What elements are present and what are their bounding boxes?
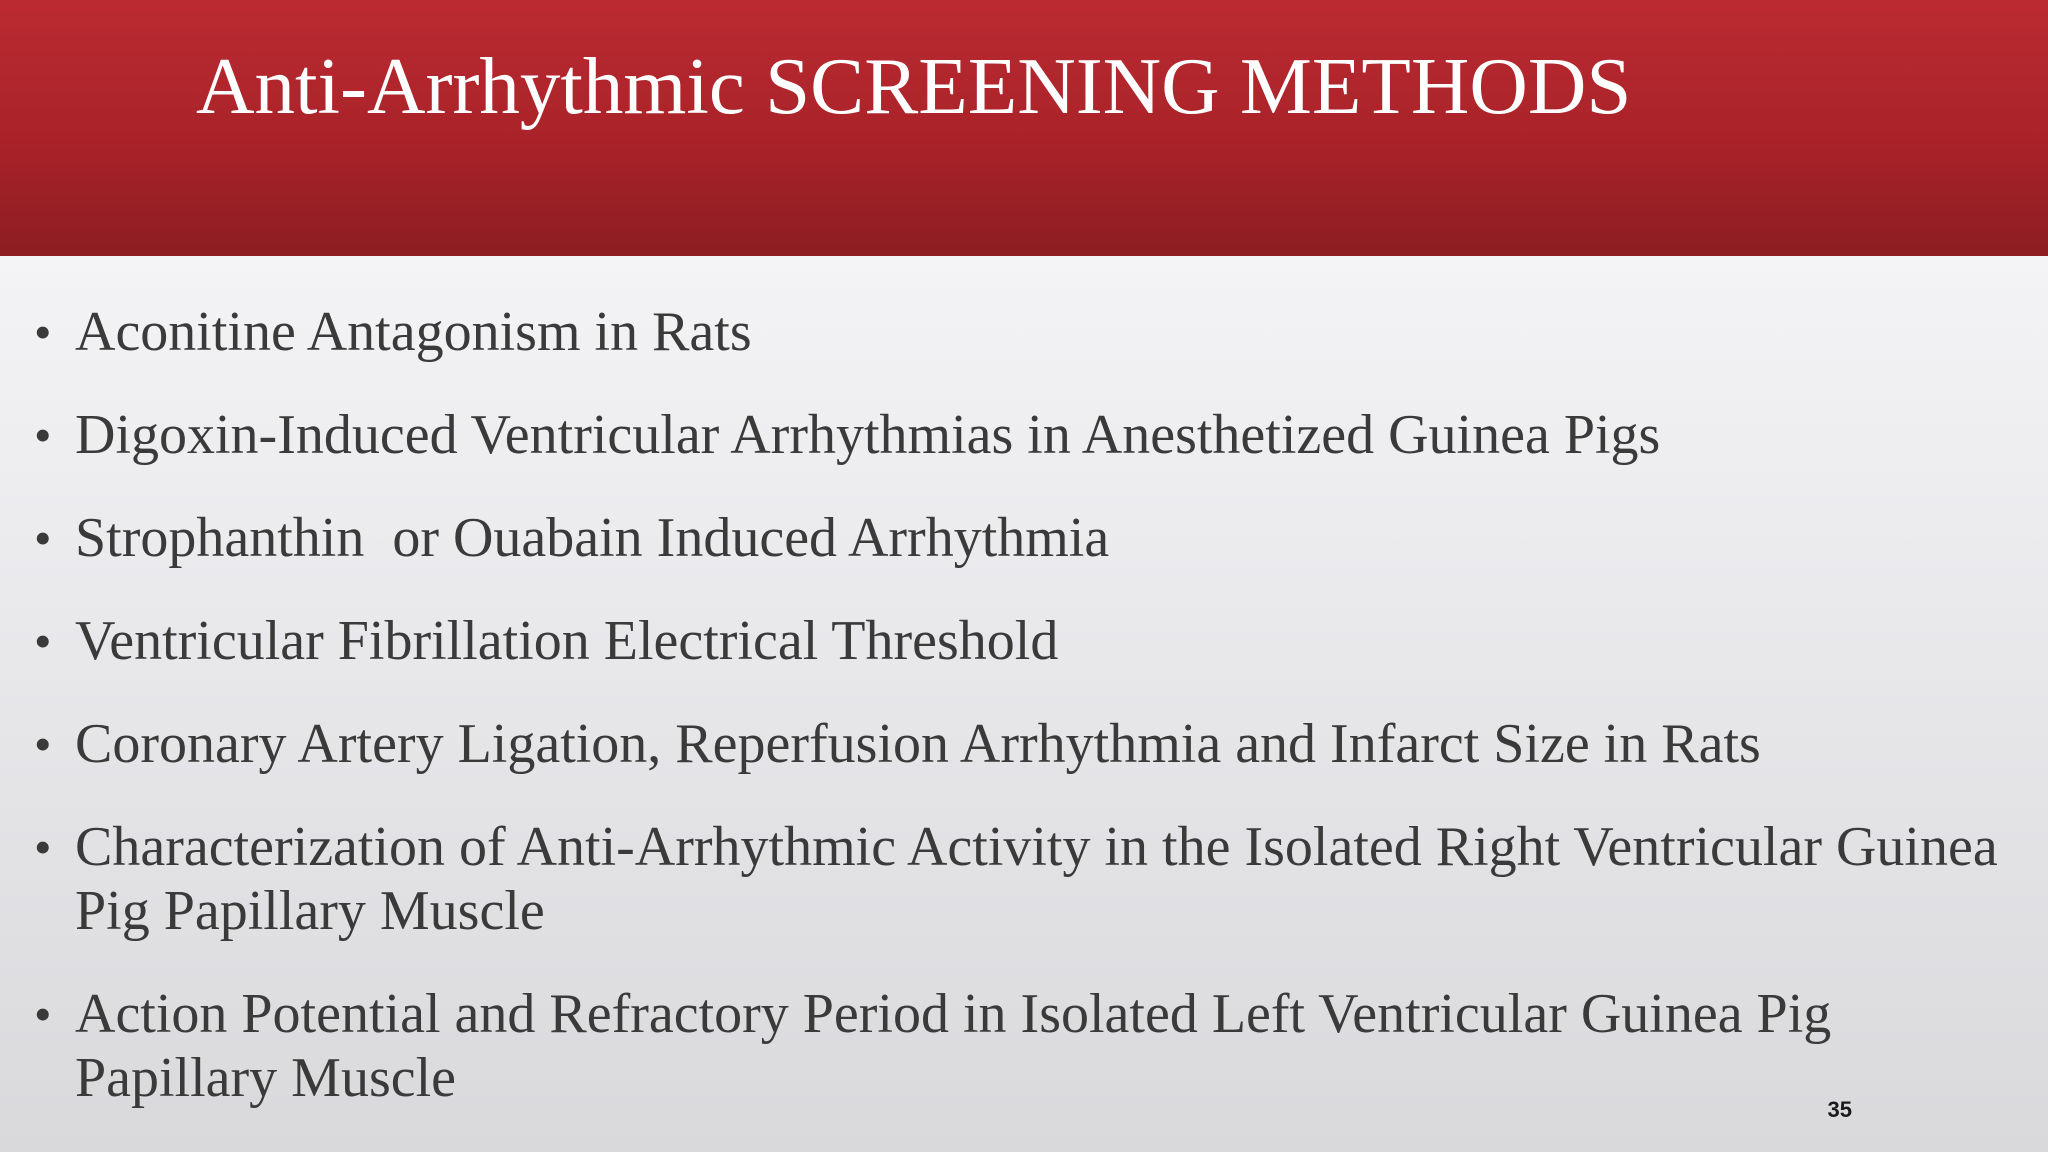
bullet-text: Characterization of Anti-Arrhythmic Activity in the Isolated Right Ventricular Guinea Pig Papillary Muscle xyxy=(75,816,2012,942)
bullet-dot-icon: • xyxy=(34,986,52,1042)
bullet-dot-icon: • xyxy=(34,510,52,566)
bullet-text: Coronary Artery Ligation, Reperfusion Arrhythmia and Infarct Size in Rats xyxy=(75,713,1761,775)
page-number: 35 xyxy=(1827,1097,1852,1122)
title-band xyxy=(0,0,2048,256)
bullet-dot-icon: • xyxy=(34,304,52,360)
bullet-list xyxy=(0,300,2012,1149)
slide-title: Anti-Arrhythmic SCREENING METHODS xyxy=(196,41,1632,131)
bullet-dot-icon: • xyxy=(34,716,52,772)
bullet-dot-icon: • xyxy=(34,613,52,669)
bullet-text: Ventricular Fibrillation Electrical Threshold xyxy=(75,610,1059,672)
bullet-dot-icon: • xyxy=(34,407,52,463)
bullet-text: Digoxin-Induced Ventricular Arrhythmias in Anesthetized Guinea Pigs xyxy=(75,404,1661,466)
bullet-item-aconitine xyxy=(0,300,2000,364)
bullet-item-digoxin xyxy=(0,403,2000,467)
bullet-item-strophanthin xyxy=(0,506,2000,570)
bullet-item-action-potential xyxy=(0,982,2000,1110)
bullet-item-coronary-ligation xyxy=(0,712,2000,776)
bullet-item-ventricular-fibrillation xyxy=(0,609,2000,673)
bullet-text: Action Potential and Refractory Period in Isolated Left Ventricular Guinea Pig Papillary Muscle xyxy=(75,983,1846,1109)
bullet-dot-icon: • xyxy=(34,819,52,875)
bullet-text: Strophanthin or Ouabain Induced Arrhythmia xyxy=(75,507,1110,569)
bullet-item-papillary-right xyxy=(0,815,2012,943)
bullet-text: Aconitine Antagonism in Rats xyxy=(75,301,752,363)
